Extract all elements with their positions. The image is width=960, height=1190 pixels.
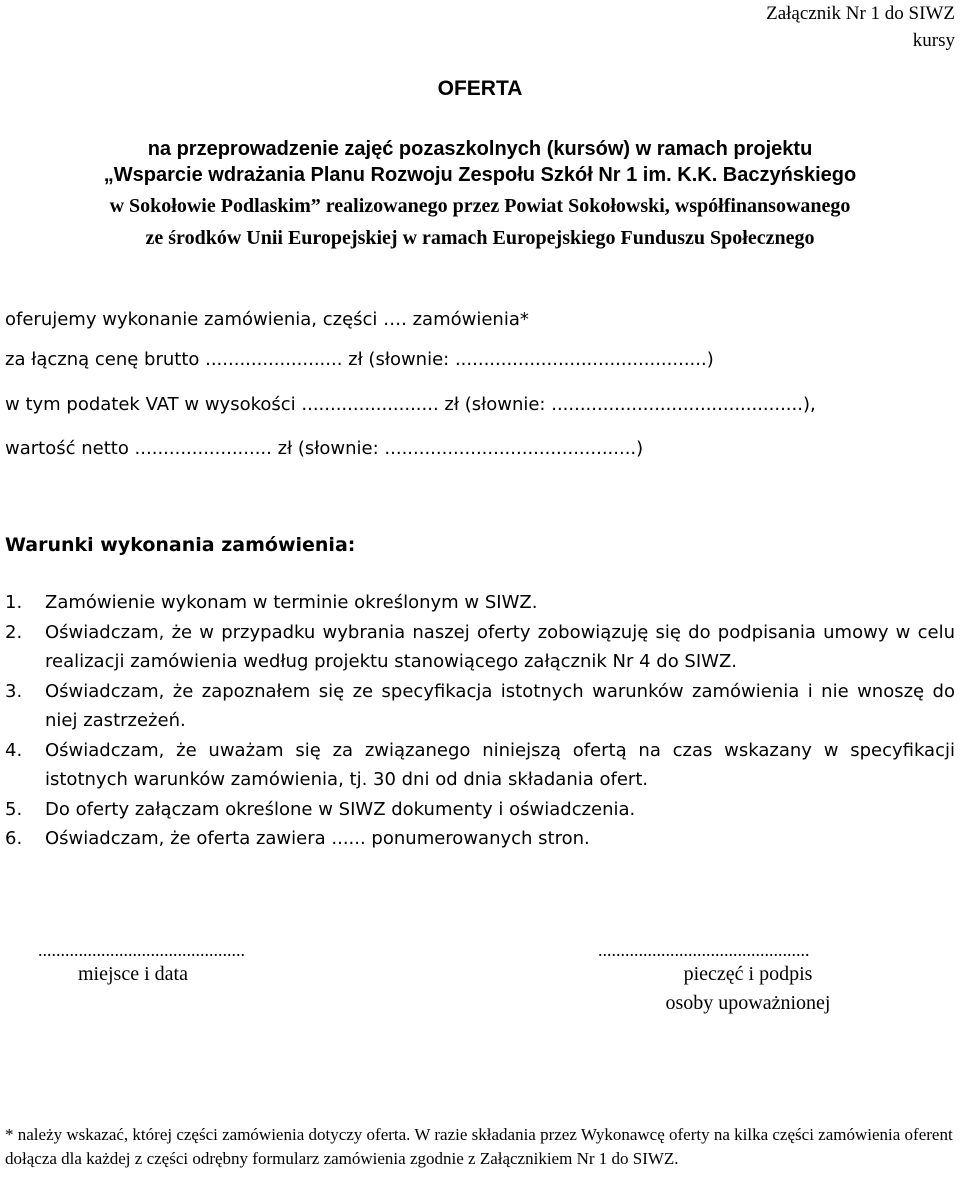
item-text: Oświadczam, że zapoznałem się ze specyfikacja istotnych warunków zamówienia i nie wnoszę do niej zastrzeżeń. bbox=[45, 680, 955, 731]
list-item bbox=[5, 736, 955, 795]
subtitle-line-2: „Wsparcie wdrażania Planu Rozwoju Zespołu Szkół Nr 1 im. K.K. Baczyńskiego bbox=[103, 164, 857, 186]
signature-label-1: pieczęć i podpis bbox=[683, 963, 813, 985]
offer-line-vat: w tym podatek VAT w wysokości ........................ zł (słownie: ............................................), bbox=[5, 394, 816, 415]
item-text: Oświadczam, że uważam się za związanego niniejszą ofertą na czas wskazany w specyfikacji istotnych warunków zamówienia, tj. 30 dni od dnia składania ofert. bbox=[45, 739, 955, 790]
list-item bbox=[5, 795, 955, 825]
footnote: * należy wskazać, której części zamówienia dotyczy oferta. W razie składania przez Wykonawcę oferty na kilka części zamówienia oferent dołącza dla każdej z części odrębny formularz zamówienia zgodnie z Załącznikiem Nr 1 do SIWZ. bbox=[5, 1125, 953, 1168]
item-number: 3. bbox=[5, 680, 23, 702]
attachment-header bbox=[766, 0, 955, 54]
signature-block bbox=[598, 940, 958, 1018]
item-text: Oświadczam, że w przypadku wybrania naszej oferty zobowiązuję się do podpisania umowy w celu realizacji zamówienia według projektu stanowiącego załącznik Nr 4 do SIWZ. bbox=[45, 621, 955, 672]
item-number: 5. bbox=[5, 798, 23, 820]
item-number: 4. bbox=[5, 739, 23, 761]
attachment-category: kursy bbox=[912, 30, 955, 51]
offer-line-net: wartość netto ........................ zł (słownie: ............................................) bbox=[5, 438, 644, 459]
place-date-dots: .............................................. bbox=[38, 940, 245, 960]
subtitle-line-3: w Sokołowie Podlaskim” realizowanego przez Powiat Sokołowski, współfinansowanego bbox=[109, 195, 851, 217]
item-number: 1. bbox=[5, 592, 23, 613]
subtitle-line-4: ze środków Unii Europejskiej w ramach Europejskiego Funduszu Społecznego bbox=[145, 227, 815, 249]
item-text: Do oferty załączam określone w SIWZ dokumenty i oświadczenia. bbox=[45, 798, 636, 820]
item-number: 6. bbox=[5, 828, 23, 849]
list-item bbox=[5, 618, 955, 677]
item-text: Oświadczam, że oferta zawiera ...... ponumerowanych stron. bbox=[45, 828, 590, 849]
attachment-label: Załącznik Nr 1 do SIWZ bbox=[766, 3, 955, 24]
item-text: Zamówienie wykonam w terminie określonym w SIWZ. bbox=[45, 592, 538, 613]
place-date-label: miejsce i data bbox=[78, 963, 188, 985]
document-title: OFERTA bbox=[437, 77, 523, 100]
subtitle-line-1: na przeprowadzenie zajęć pozaszkolnych (kursów) w ramach projektu bbox=[147, 138, 813, 160]
offer-line-gross: za łączną cenę brutto ........................ zł (słownie: ............................................) bbox=[5, 349, 714, 370]
place-date-block bbox=[38, 940, 338, 989]
offer-line-parts: oferujemy wykonanie zamówienia, części …. zamówienia* bbox=[5, 309, 529, 330]
list-item bbox=[5, 824, 955, 854]
conditions-heading: Warunki wykonania zamówienia: bbox=[5, 534, 356, 556]
signature-dots: ............................................... bbox=[598, 940, 810, 960]
list-item bbox=[5, 588, 955, 618]
item-number: 2. bbox=[5, 621, 23, 643]
signature-label-2: osoby upoważnionej bbox=[665, 992, 831, 1014]
conditions-list bbox=[0, 588, 955, 854]
list-item bbox=[5, 677, 955, 736]
